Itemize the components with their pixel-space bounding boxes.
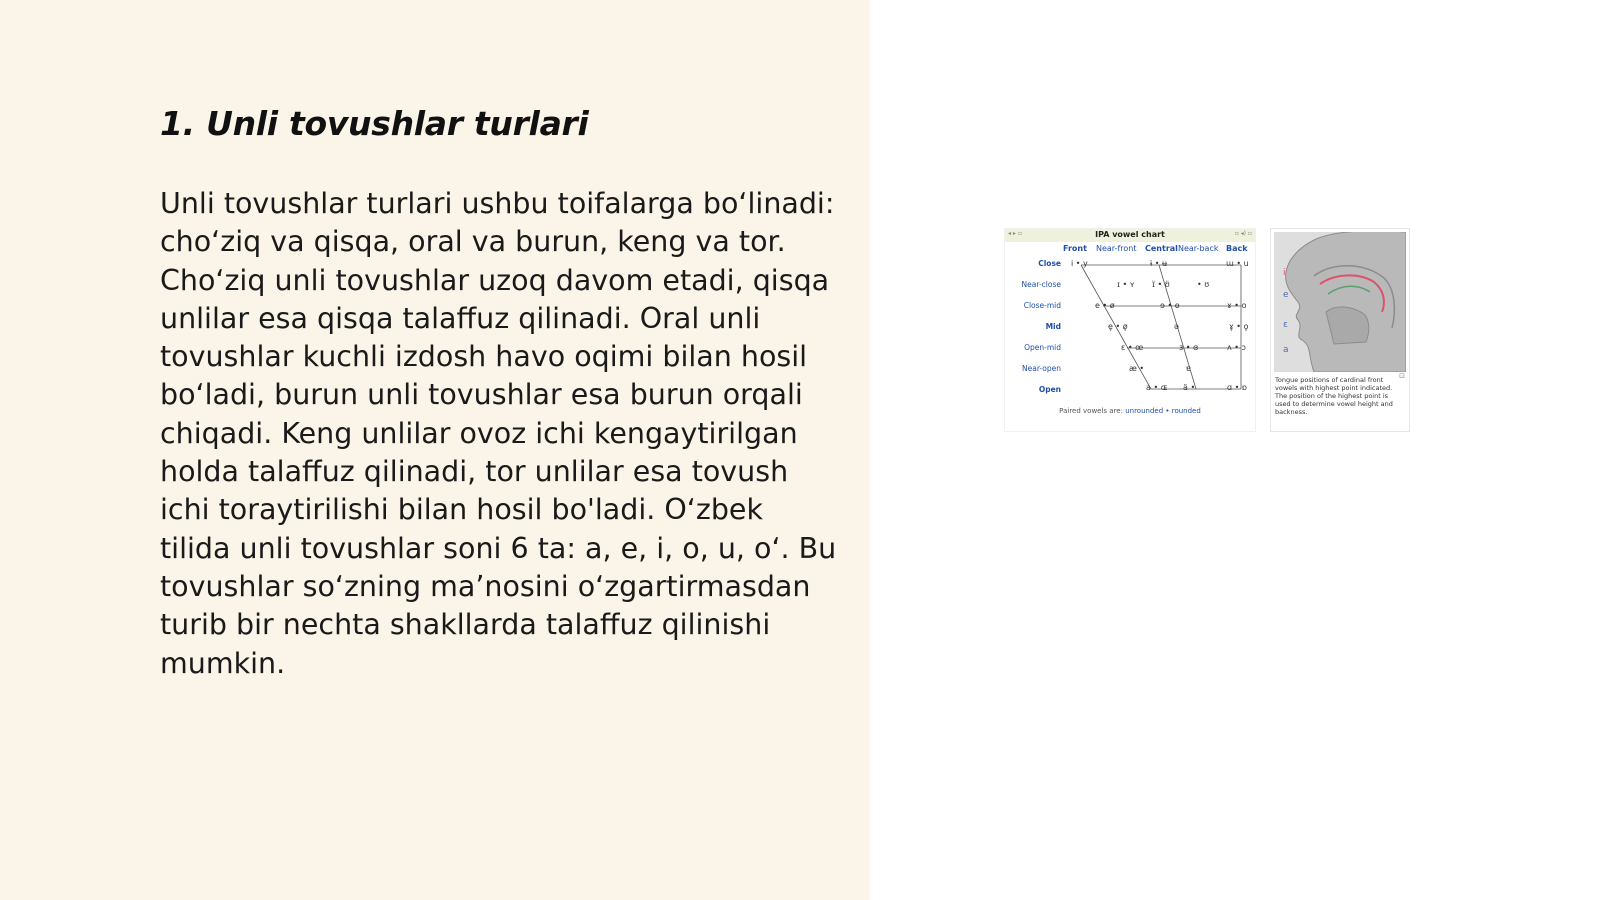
chart-nav-icons: ◂ ▸ ▫ (1008, 230, 1022, 237)
vowel-figure (1004, 228, 1409, 430)
tongue-marker-i: i (1283, 268, 1286, 278)
vowel-open-front: a • ɶ (1146, 383, 1168, 392)
vowel-mid-central: ə (1174, 322, 1179, 331)
chart-footnote-values: unrounded • rounded (1125, 407, 1201, 415)
tongue-marker-e: e (1283, 290, 1289, 300)
vowel-near-close-back: • ʊ (1197, 280, 1210, 289)
vowel-open-back: ɑ • ɒ (1227, 383, 1247, 392)
column-label-front: Front (1063, 244, 1087, 253)
row-label-near-open: Near-open (1022, 364, 1061, 373)
vowel-mid-front: e̞ • ø̞ (1108, 322, 1128, 331)
vowel-mid-back: ɤ̞ • o̞ (1229, 322, 1249, 331)
tongue-position-diagram (1274, 232, 1406, 372)
vowel-open-mid-back: ʌ • ɔ (1227, 343, 1246, 352)
slide-title: 1. Unli tovushlar turlari (160, 104, 589, 143)
vowel-open-mid-central: ɜ • ɞ (1179, 343, 1199, 352)
row-label-near-close: Near-close (1021, 280, 1061, 289)
chart-audio-icons: ▫ ◂) ▫ (1234, 230, 1252, 237)
vowel-close-back: ɯ • u (1226, 259, 1249, 268)
head-profile-illustration (1274, 232, 1406, 372)
vowel-close-central: ɨ • ʉ (1150, 259, 1168, 268)
row-label-open-mid: Open-mid (1024, 343, 1061, 352)
vowel-near-close-central: ɪ̈ • ʊ̈ (1152, 280, 1170, 289)
tongue-marker-epsilon: ɛ (1283, 320, 1288, 330)
vowel-close-mid-back: ɤ • o (1227, 301, 1247, 310)
row-label-mid: Mid (1045, 322, 1061, 331)
chart-footnote (1005, 407, 1255, 415)
row-label-close: Close (1038, 259, 1061, 268)
column-label-back: Back (1226, 244, 1248, 253)
tongue-marker-a: a (1283, 345, 1289, 355)
enlarge-icon[interactable]: ⊡ (1399, 372, 1405, 380)
slide-body-text: Unli tovushlar turlari ushbu toifalarga boʻlinadi: choʻziq va qisqa, oral va burun, keng va tor. Choʻziq unli tovushlar uzoq davom etadi, qisqa unlilar esa qisqa talaffuz qilinadi. Oral unli tovushlar kuchli izdosh havo oqimi bilan hosil boʻladi, burun unli tovushlar esa burun orqali chiqadi. Keng unlilar ovoz ichi kengaytirilgan holda talaffuz qilinadi, tor unlilar esa tovush ichi toraytirilishi bilan hosil bo'ladi. Oʻzbek tilida unli tovushlar soni 6 ta: a, e, i, o, u, oʻ. Bu tovushlar soʻzning maʼnosini oʻzgartirmasdan turib bir nechta shakllarda talaffuz qilinishi mumkin. (160, 187, 837, 680)
ipa-vowel-chart (1004, 228, 1256, 432)
vowel-open-mid-front: ɛ • œ (1121, 343, 1144, 352)
tongue-position-card (1270, 228, 1410, 432)
vowel-open-central: ä • (1183, 383, 1196, 392)
vowel-near-open-front: æ • (1129, 364, 1145, 373)
chart-title: IPA vowel chart (1095, 230, 1165, 239)
column-label-central: Central (1145, 244, 1178, 253)
vowel-close-mid-central: ɘ • ɵ (1160, 301, 1180, 310)
vowel-near-close-front: ɪ • ʏ (1117, 280, 1135, 289)
column-label-near-front: Near-front (1096, 244, 1137, 253)
vowel-near-open-central: ɐ (1186, 364, 1191, 373)
chart-footnote-prefix: Paired vowels are: (1059, 407, 1126, 415)
tongue-caption: Tongue positions of cardinal front vowels with highest point indicated. The position of the highest point is used to determine vowel height and backness. (1275, 376, 1393, 416)
row-label-open: Open (1038, 385, 1061, 394)
row-label-close-mid: Close-mid (1023, 301, 1061, 310)
vowel-close-mid-front: e • ø (1095, 301, 1115, 310)
vowel-trapezoid (1005, 229, 1255, 431)
vowel-close-front: i • y (1071, 259, 1088, 268)
column-label-near-back: Near-back (1178, 244, 1219, 253)
